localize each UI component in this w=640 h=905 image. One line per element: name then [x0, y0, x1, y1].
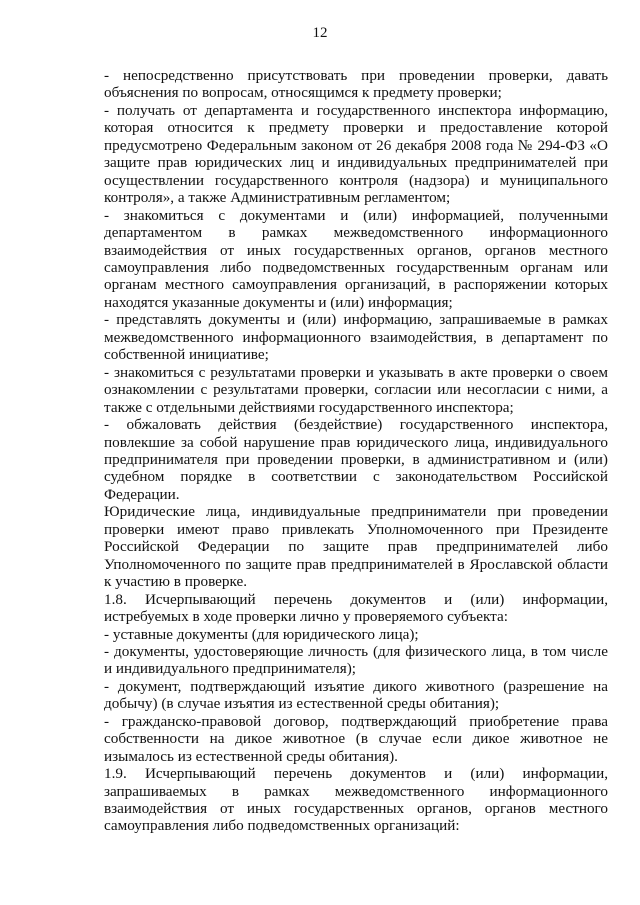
paragraph-right-review-documents: - знакомиться с документами и (или) информацией, полученными департаментом в рамках межведомственного информационного взаимодействия от иных государственных органов, органов местного самоуправления либо подведомственных государственным органам или органам местного самоуправления организаций, в распоряжении которых находятся указанные документы и (или) информация; — [104, 206, 608, 311]
list-item-seizure-document: - документ, подтверждающий изъятие дикого животного (разрешение на добычу) (в случае изъятия из естественной среды обитания); — [104, 677, 608, 713]
paragraph-right-attend-inspection: - непосредственно присутствовать при проведении проверки, давать объяснения по вопросам, относящимся к предмету проверки; — [104, 67, 608, 102]
page-number: 12 — [312, 25, 328, 41]
list-item-charter-documents: - уставные документы (для юридического лица); — [104, 625, 419, 643]
list-item-civil-contract: - гражданско-правовой договор, подтверждающий приобретение права собственности на дикое животное (в случае если дикое животное не изымалось из естественной среды обитания). — [104, 712, 608, 765]
document-body — [104, 67, 608, 835]
paragraph-right-review-results: - знакомиться с результатами проверки и указывать в акте проверки о своем ознакомлении с результатами проверки, согласии или несогласии с ними, а также с отдельными действиями государственного инспектора; — [104, 363, 608, 416]
paragraph-section-1-9: 1.9. Исчерпывающий перечень документов и (или) информации, запрашиваемых в рамках межведомственного информационного взаимодействия от иных государственных органов, органов местного самоуправления либо подведомственных организаций: — [104, 765, 608, 835]
paragraph-ombudsman-participation: Юридические лица, индивидуальные предприниматели при проведении проверки имеют право привлекать Уполномоченного при Президенте Российской Федерации по защите прав предпринимателей либо Уполномоченного по защите прав предпринимателей в Ярославской области к участию в проверке. — [104, 503, 608, 591]
paragraph-right-submit-documents: - представлять документы и (или) информацию, запрашиваемые в рамках межведомственного информационного взаимодействия, в департамент по собственной инициативе; — [104, 311, 608, 364]
paragraph-right-receive-information: - получать от департамента и государственного инспектора информацию, которая относится к предмету проверки и предоставление которой предусмотрено Федеральным законом от 26 декабря 2008 года № 294-ФЗ «О защите прав юридических лиц и индивидуальных предпринимателей при осуществлении государственного контроля (надзора) и муниципального контроля», а также Административным регламентом; — [104, 101, 608, 207]
paragraph-section-1-8: 1.8. Исчерпывающий перечень документов и (или) информации, истребуемых в ходе проверки лично у проверяемого субъекта: — [104, 590, 608, 626]
list-item-identity-documents: - документы, удостоверяющие личность (для физического лица, в том числе и индивидуального предпринимателя); — [104, 642, 608, 678]
paragraph-right-appeal: - обжаловать действия (бездействие) государственного инспектора, повлекшие за собой нарушение прав юридического лица, индивидуального предпринимателя при проведении проверки, в административном и (или) судебном порядке в соответствии с законодательством Российской Федерации. — [104, 416, 608, 503]
